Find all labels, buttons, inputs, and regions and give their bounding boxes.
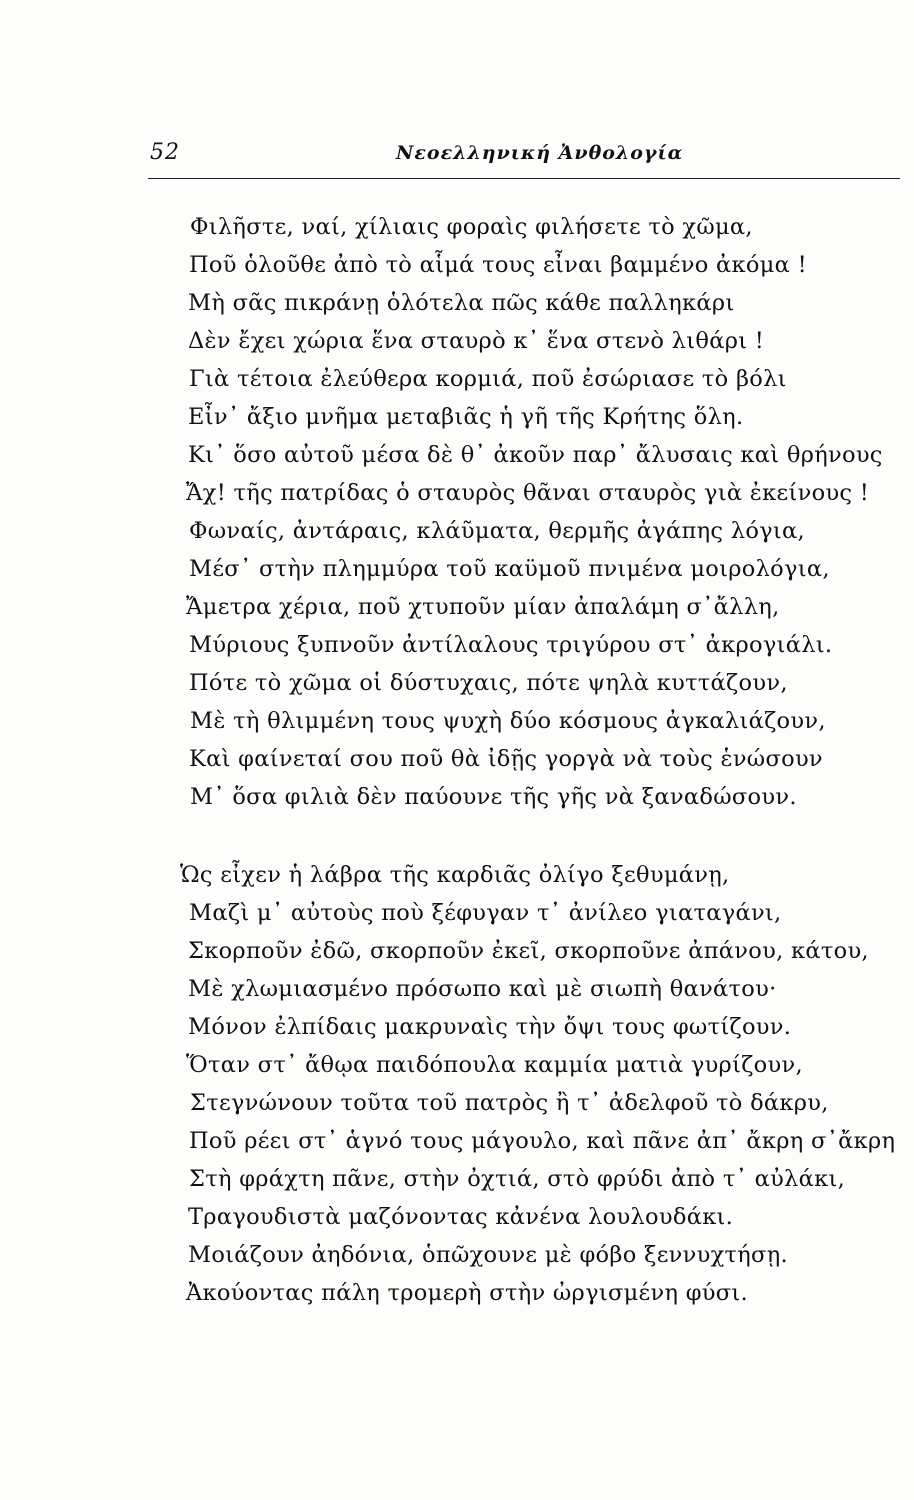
poem-line: Τραγουδιστὰ μαζόνοντας κἀνένα λουλουδάκι. [188, 1204, 734, 1230]
poem-line: Μὲ τὴ θλιμμένη τους ψυχὴ δύο κόσμους ἀγκαλιάζουν, [190, 708, 826, 734]
poem-line: Φιλῆστε, ναί, χίλιαις φοραὶς φιλήσετε τὸ χῶμα, [190, 214, 753, 240]
poem-line: Ἄμετρα χέρια, ποῦ χτυποῦν μίαν ἀπαλάμη σ᾽ἄλλη, [186, 594, 780, 620]
poem-line: Μὴ σᾶς πικράνῃ ὁλότελα πῶς κάθε παλληκάρι [188, 290, 735, 316]
poem-line: Μόνον ἐλπίδαις μακρυναὶς τὴν ὄψι τους φωτίζουν. [188, 1014, 792, 1040]
page-header [148, 140, 888, 180]
poem-line: Σκορποῦν ἐδῶ, σκορποῦν ἐκεῖ, σκορποῦνε ἀπάνου, κάτου, [188, 938, 869, 964]
poem-line: Στὴ φράχτη πᾶνε, στὴν ὀχτιά, στὸ φρύδι ἀπὸ τ᾽ αὐλάκι, [189, 1166, 846, 1192]
poem-line: Δὲν ἔχει χώρια ἕνα σταυρὸ κ᾽ ἕνα στενὸ λιθάρι ! [188, 328, 765, 354]
poem-line: Ἀκούοντας πάλη τρομερὴ στὴν ὠργισμένη φύσι. [186, 1280, 748, 1306]
poem-line: Μέσ᾽ στὴν πλημμύρα τοῦ καϋμοῦ πνιμένα μοιρολόγια, [189, 556, 830, 582]
poem-line: Ποῦ ὁλοῦθε ἀπὸ τὸ αἷμά τους εἶναι βαμμένο ἀκόμα ! [189, 252, 807, 278]
poem-line: Καὶ φαίνεταί σου ποῦ θὰ ἰδῇς γοργὰ νὰ τοὺς ἑνώσουν [189, 746, 823, 772]
poem-line: Φωναίς, ἀντάραις, κλάῦματα, θερμῆς ἀγάπης λόγια, [189, 518, 805, 544]
poem-line: Γιὰ τέτοια ἐλεύθερα κορμιά, ποῦ ἐσώριασε τὸ βόλι [189, 366, 787, 392]
running-title: Νεοελληνική Ἀνθολογία [396, 142, 684, 164]
poem-line: Ὅταν στ᾽ ἄθῳα παιδόπουλα καμμία ματιὰ γυρίζουν, [186, 1052, 803, 1078]
poem-line: Μ᾽ ὅσα φιλιὰ δὲν παύουνε τῆς γῆς νὰ ξαναδώσουν. [190, 784, 797, 810]
poem-line: Ὡς εἶχεν ἡ λάβρα τῆς καρδιᾶς ὀλίγο ξεθυμάνῃ, [180, 862, 730, 888]
poem-line: Ἄχ! τῆς πατρίδας ὁ σταυρὸς θᾶναι σταυρὸς γιὰ ἐκείνους ! [186, 480, 870, 506]
poem-line: Μαζὶ μ᾽ αὐτοὺς ποὺ ξέφυγαν τ᾽ ἀνίλεο γιαταγάνι, [189, 900, 782, 926]
poem-line: Μοιάζουν ἀηδόνια, ὁπῶχουνε μὲ φόβο ξεννυχτήσῃ. [188, 1242, 788, 1268]
header-rule [148, 178, 900, 179]
poem-line: Μὲ χλωμιασμένο πρόσωπο καὶ μὲ σιωπὴ θανάτου· [188, 976, 777, 1002]
poem-line: Ποῦ ρέει στ᾽ ἁγνό τους μάγουλο, καὶ πᾶνε ἀπ᾽ ἄκρη σ᾽ἄκρη [189, 1128, 896, 1154]
poem-line: Πότε τὸ χῶμα οἱ δύστυχαις, πότε ψηλὰ κυττάζουν, [189, 670, 788, 696]
poem-line: Στεγνώνουν τοῦτα τοῦ πατρὸς ἢ τ᾽ ἀδελφοῦ τὸ δάκρυ, [190, 1090, 829, 1116]
poem-line: Κι᾽ ὅσο αὐτοῦ μέσα δὲ θ᾽ ἀκοῦν παρ᾽ ἄλυσαις καὶ θρήνους [188, 442, 883, 468]
page-number: 52 [150, 140, 180, 165]
poem-line: Μύριους ξυπνοῦν ἀντίλαλους τριγύρου στ᾽ ἀκρογιάλι. [189, 632, 833, 658]
poem-line: Εἶν᾽ ἄξιο μνῆμα μεταβιᾶς ἡ γῆ τῆς Κρήτης ὅλη. [188, 404, 744, 430]
